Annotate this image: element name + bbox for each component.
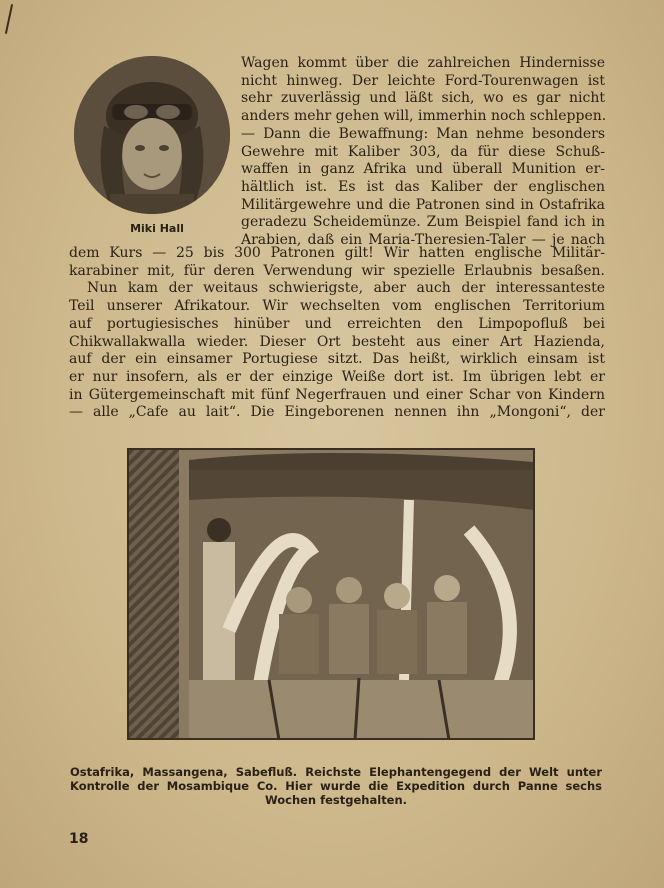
- text-line: geradezu Scheidemünze. Zum Beispiel fand ich in: [241, 214, 605, 231]
- expedition-image: [129, 450, 533, 738]
- text-line: Arabien, daß ein Maria-Theresien-Taler — je nach: [241, 232, 605, 249]
- caption-line: Wochen festgehalten.: [264, 793, 408, 807]
- text-line: er nur insofern, als er der einzige Weiße dort ist. Im übrigen lebt er: [69, 368, 605, 385]
- text-line: auf portugiesisches hinüber und erreichten den Limpopofluß bei: [69, 315, 605, 332]
- text-line: sehr zuverlässig und läßt sich, wo es gar nicht: [241, 90, 605, 107]
- expedition-photo: [127, 448, 535, 740]
- text-line: Wagen kommt über die zahlreichen Hindernisse: [241, 55, 605, 71]
- text-line: in Gütergemeinschaft mit fünf Negerfrauen und einer Schar von Kindern: [69, 386, 605, 403]
- text-line: karabiner mit, für deren Verwendung wir spezielle Erlaubnis besaßen.: [69, 262, 605, 279]
- page-number: 18: [69, 831, 89, 847]
- text-column-main: [69, 245, 605, 422]
- text-line: anders mehr gehen will, immerhin noch schleppen.: [241, 108, 607, 125]
- text-line: Chikwallakwalla wieder. Dieser Ort besteht aus einer Art Hazienda,: [69, 333, 605, 350]
- caption-line: Kontrolle der Mosambique Co. Hier wurde die Expedition durch Panne sechs: [70, 779, 602, 793]
- portrait-image: [74, 56, 230, 214]
- caption-line: Ostafrika, Massangena, Sabefluß. Reichste Elephantengegend der Welt unter: [70, 765, 602, 779]
- portrait-caption: Miki Hall: [130, 222, 184, 235]
- text-line: Militärgewehre und die Patronen sind in Ostafrika: [241, 196, 605, 213]
- text-line: — Dann die Bewaffnung: Man nehme besonders: [241, 125, 605, 142]
- text-line: hältlich ist. Es ist das Kaliber der englischen: [241, 178, 605, 195]
- text-line: Teil unserer Afrikatour. Wir wechselten vom englischen Territorium: [69, 298, 605, 315]
- portrait-photo: [74, 56, 230, 214]
- text-line: Gewehre mit Kaliber 303, da für diese Schuß-: [241, 143, 605, 160]
- photo-caption: [70, 765, 602, 807]
- text-line: auf der ein einsamer Portugiese sitzt. Das heißt, wirklich einsam ist: [69, 351, 605, 368]
- text-line: Nun kam der weitaus schwierigste, aber auch der interessanteste: [87, 280, 605, 297]
- text-column-top: [241, 55, 605, 250]
- text-line: — alle „Cafe au lait“. Die Eingeborenen nennen ihn „Mongoni“, der: [69, 404, 605, 421]
- text-line: waffen in ganz Afrika und überall Munition er-: [241, 161, 605, 178]
- pencil-mark: [5, 4, 13, 34]
- text-line: nicht hinweg. Der leichte Ford-Tourenwagen ist: [241, 72, 605, 89]
- text-line: dem Kurs — 25 bis 300 Patronen gilt! Wir hatten englische Militär-: [69, 245, 605, 261]
